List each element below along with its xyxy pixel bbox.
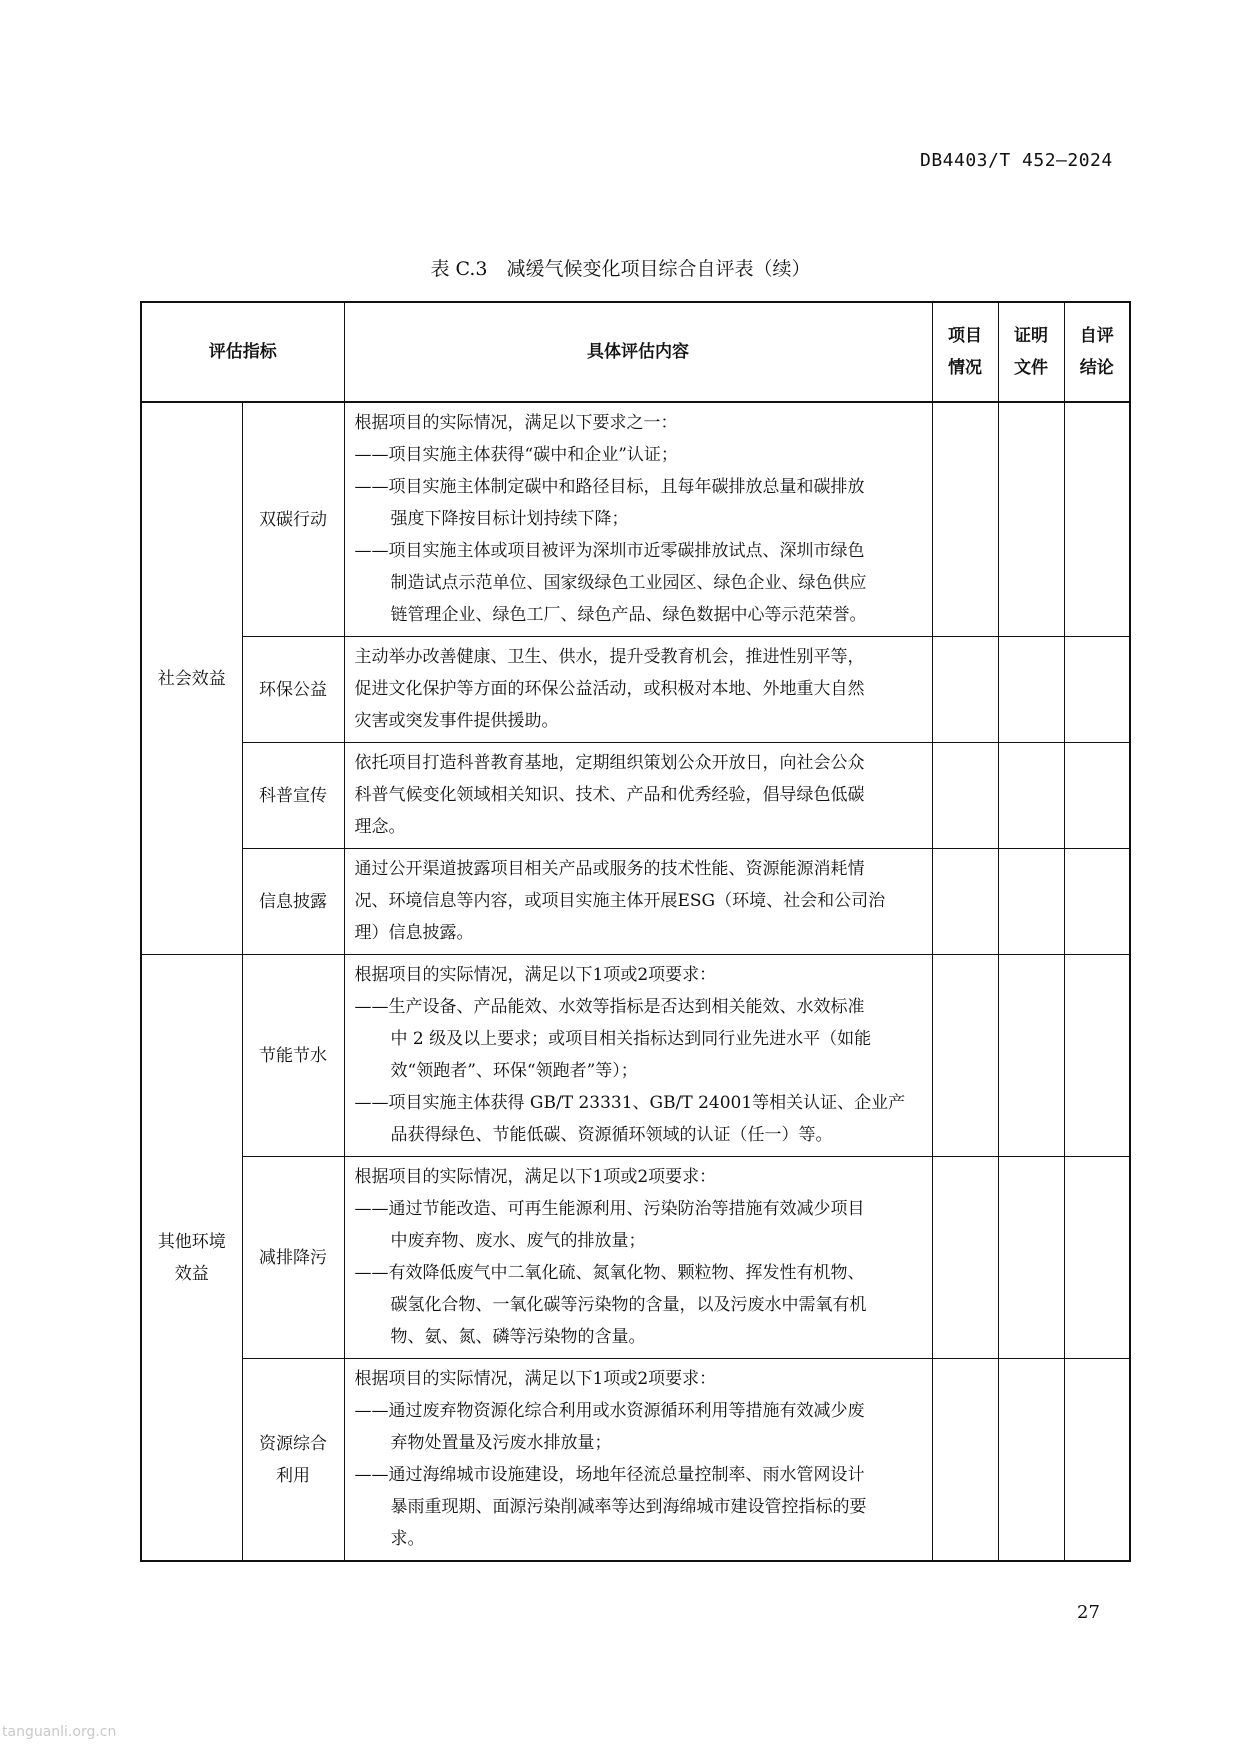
evidence-cell[interactable]: [998, 955, 1064, 1157]
status-cell[interactable]: [932, 402, 998, 637]
indicator-label: 资源综合: [259, 1433, 327, 1454]
evidence-cell[interactable]: [998, 402, 1064, 637]
requirement-item: ——通过节能改造、可再生能源利用、污染防治等措施有效减少项目: [354, 1199, 865, 1219]
conclusion-cell[interactable]: [1064, 849, 1130, 955]
indicator-label: 科普宣传: [259, 785, 327, 806]
table-header-row: [141, 302, 1130, 402]
content-text: 理念。: [354, 817, 406, 837]
content-cell: [344, 637, 932, 743]
evidence-cell[interactable]: [998, 743, 1064, 849]
header-evidence: [998, 302, 1064, 402]
header-conclusion: [1064, 302, 1130, 402]
content-text: 根据项目的实际情况，满足以下1项或2项要求：: [354, 1369, 717, 1389]
content-text: 依托项目打造科普教育基地，定期组织策划公众开放日，向社会公众: [354, 753, 865, 773]
content-text: 根据项目的实际情况，满足以下要求之一：: [354, 413, 678, 433]
content-text: 科普气候变化领域相关知识、技术、产品和优秀经验，倡导绿色低碳: [354, 785, 865, 805]
requirement-continuation: 求。: [390, 1529, 425, 1549]
header-content: 具体评估内容: [344, 302, 932, 402]
requirement-continuation: 物、氨、氮、磷等污染物的含量。: [390, 1327, 646, 1347]
header-status: [932, 302, 998, 402]
content-text: 主动举办改善健康、卫生、供水，提升受教育机会，推进性别平等，: [354, 647, 865, 667]
content-cell: [344, 743, 932, 849]
table-row: [141, 402, 1130, 637]
requirement-continuation: 效“领跑者”、环保“领跑者”等）；: [390, 1061, 638, 1081]
content-cell: [344, 1157, 932, 1359]
status-cell[interactable]: [932, 1359, 998, 1562]
requirement-item: ——项目实施主体获得“碳中和企业”认证；: [354, 445, 678, 465]
header-conclusion-line: 结论: [1079, 358, 1114, 378]
content-text: 况、环境信息等内容，或项目实施主体开展ESG（环境、社会和公司治: [354, 891, 886, 911]
indicator-label: 环保公益: [259, 679, 327, 700]
indicator-label: 利用: [276, 1465, 310, 1486]
indicator-cell: [242, 402, 344, 637]
requirement-item: ——项目实施主体获得 GB/T 23331、GB/T 24001等相关认证、企业产: [354, 1093, 906, 1113]
header-status-line: 情况: [948, 358, 982, 378]
table-row: [141, 1157, 1130, 1359]
indicator-cell: [242, 637, 344, 743]
requirement-continuation: 中废弃物、废水、废气的排放量；: [390, 1231, 646, 1251]
status-cell[interactable]: [932, 849, 998, 955]
indicator-label: 双碳行动: [259, 509, 327, 530]
content-cell: [344, 402, 932, 637]
evidence-cell[interactable]: [998, 637, 1064, 743]
table-row: [141, 849, 1130, 955]
header-status-line: 项目: [948, 326, 982, 346]
requirement-item: ——有效降低废气中二氧化硫、氮氧化物、颗粒物、挥发性有机物、: [354, 1263, 865, 1283]
content-cell: [344, 849, 932, 955]
evidence-cell[interactable]: [998, 849, 1064, 955]
table-title: 表 C.3 减缓气候变化项目综合自评表（续）: [430, 258, 811, 280]
conclusion-cell[interactable]: [1064, 1359, 1130, 1562]
header-evidence-line: 文件: [1014, 358, 1048, 378]
content-cell: [344, 1359, 932, 1562]
document-code: DB4403/T 452—2024: [920, 150, 1113, 171]
content-cell: [344, 955, 932, 1157]
indicator-cell: [242, 1157, 344, 1359]
requirement-continuation: 中 2 级及以上要求；或项目相关指标达到同行业先进水平（如能: [390, 1029, 872, 1049]
conclusion-cell[interactable]: [1064, 1157, 1130, 1359]
indicator-label: 减排降污: [259, 1247, 327, 1268]
category-label: 社会效益: [157, 668, 226, 689]
category-label: 其他环境: [157, 1231, 226, 1252]
table-body: [141, 402, 1130, 1561]
indicator-cell: [242, 955, 344, 1157]
content-text: 通过公开渠道披露项目相关产品或服务的技术性能、资源能源消耗情: [354, 859, 865, 879]
watermark: tanguanli.org.cn: [2, 1724, 117, 1740]
evidence-cell[interactable]: [998, 1359, 1064, 1562]
category-cell: [141, 402, 242, 955]
requirement-item: ——通过废弃物资源化综合利用或水资源循环利用等措施有效减少废: [354, 1401, 865, 1421]
content-text: 根据项目的实际情况，满足以下1项或2项要求：: [354, 965, 717, 985]
requirement-continuation: 强度下降按目标计划持续下降；: [390, 509, 629, 529]
header-indicator: 评估指标: [141, 302, 344, 402]
content-text: 促进文化保护等方面的环保公益活动，或积极对本地、外地重大自然: [354, 679, 865, 699]
conclusion-cell[interactable]: [1064, 402, 1130, 637]
indicator-cell: [242, 1359, 344, 1562]
content-text: 灾害或突发事件提供援助。: [354, 711, 559, 731]
indicator-label: 节能节水: [259, 1045, 327, 1066]
requirement-continuation: 品获得绿色、节能低碳、资源循环领域的认证（任一）等。: [390, 1125, 833, 1145]
indicator-cell: [242, 849, 344, 955]
requirement-continuation: 制造试点示范单位、国家级绿色工业园区、绿色企业、绿色供应: [390, 573, 867, 593]
requirement-continuation: 弃物处置量及污废水排放量；: [390, 1433, 612, 1453]
table-row: [141, 743, 1130, 849]
indicator-label: 信息披露: [259, 891, 327, 912]
requirement-item: ——通过海绵城市设施建设，场地年径流总量控制率、雨水管网设计: [354, 1465, 865, 1485]
requirement-continuation: 碳氢化合物、一氧化碳等污染物的含量，以及污废水中需氧有机: [390, 1295, 867, 1315]
status-cell[interactable]: [932, 1157, 998, 1359]
status-cell[interactable]: [932, 955, 998, 1157]
category-cell: [141, 955, 242, 1562]
evidence-cell[interactable]: [998, 1157, 1064, 1359]
requirement-item: ——项目实施主体或项目被评为深圳市近零碳排放试点、深圳市绿色: [354, 541, 865, 561]
indicator-cell: [242, 743, 344, 849]
self-evaluation-table: [140, 301, 1131, 1562]
conclusion-cell[interactable]: [1064, 637, 1130, 743]
page-number: 27: [1077, 1602, 1100, 1623]
status-cell[interactable]: [932, 743, 998, 849]
table-row: [141, 637, 1130, 743]
status-cell[interactable]: [932, 637, 998, 743]
category-label: 效益: [174, 1263, 209, 1284]
header-conclusion-line: 自评: [1079, 326, 1114, 346]
requirement-continuation: 链管理企业、绿色工厂、绿色产品、绿色数据中心等示范荣誉。: [390, 605, 867, 625]
content-text: 理）信息披露。: [354, 923, 474, 943]
conclusion-cell[interactable]: [1064, 743, 1130, 849]
content-text: 根据项目的实际情况，满足以下1项或2项要求：: [354, 1167, 717, 1187]
conclusion-cell[interactable]: [1064, 955, 1130, 1157]
requirement-item: ——项目实施主体制定碳中和路径目标，且每年碳排放总量和碳排放: [354, 477, 865, 497]
requirement-continuation: 暴雨重现期、面源污染削减率等达到海绵城市建设管控指标的要: [390, 1497, 867, 1517]
header-evidence-line: 证明: [1014, 326, 1048, 346]
table-row: [141, 955, 1130, 1157]
table-row: [141, 1359, 1130, 1562]
requirement-item: ——生产设备、产品能效、水效等指标是否达到相关能效、水效标准: [354, 997, 865, 1017]
